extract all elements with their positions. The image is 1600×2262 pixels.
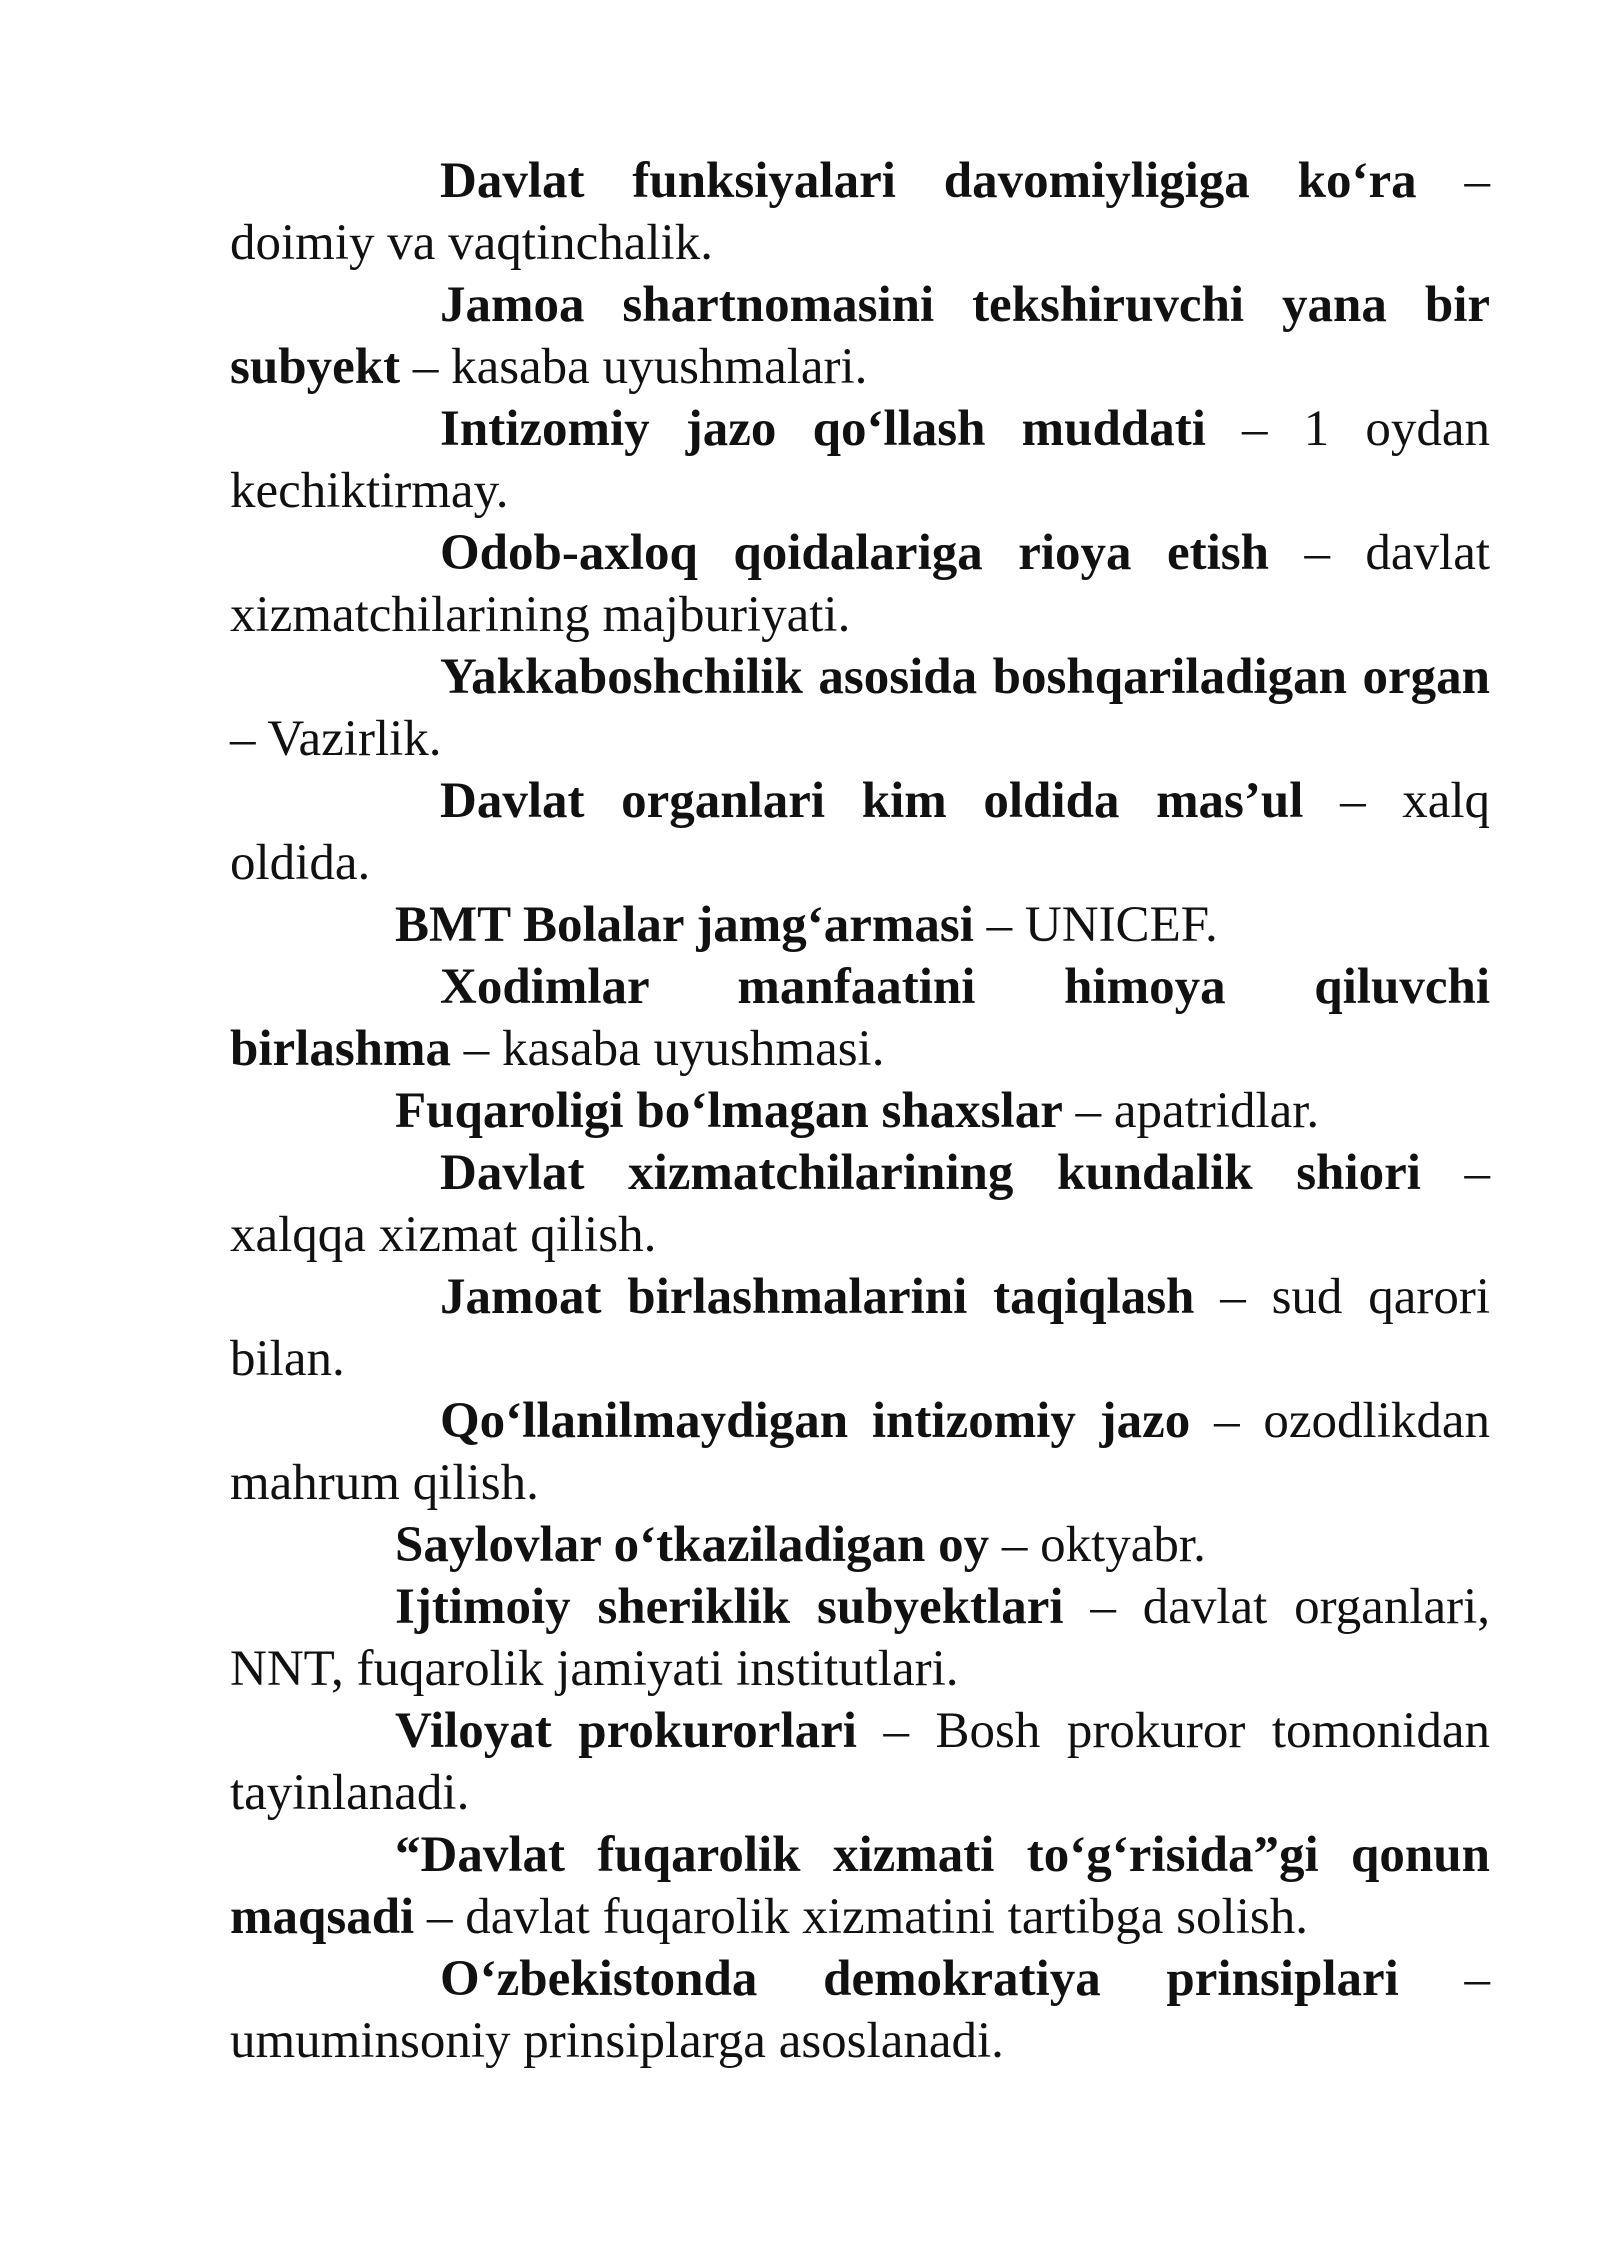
entry-term: Davlat organlari kim oldida mas’ul bbox=[440, 773, 1304, 829]
entry-separator: – bbox=[412, 339, 439, 395]
entry-12 bbox=[230, 1514, 1490, 1576]
entry-term: O‘zbekistonda demokratiya prinsiplari bbox=[440, 1951, 1399, 2007]
entry-term: Saylovlar o‘tkaziladigan oy bbox=[395, 1517, 990, 1573]
entry-separator: – bbox=[1464, 1951, 1491, 2007]
entry-definition: davlat xizmatchilarining majburiyati. bbox=[230, 525, 1491, 643]
entry-3 bbox=[230, 522, 1490, 646]
entry-16 bbox=[230, 1948, 1490, 2072]
entry-definition: umuminsoniy prinsiplarga asoslanadi. bbox=[230, 2013, 1004, 2069]
entry-8 bbox=[230, 1080, 1490, 1142]
entry-separator: – bbox=[1304, 525, 1330, 581]
entry-definition: 1 oydan kechiktirmay. bbox=[230, 401, 1491, 519]
entry-separator: – bbox=[1464, 1145, 1490, 1201]
entry-definition: oktyabr. bbox=[1040, 1517, 1206, 1573]
entry-term: BMT Bolalar jamg‘armasi bbox=[395, 897, 974, 953]
entry-definition: xalqqa xizmat qilish. bbox=[230, 1207, 657, 1263]
entry-7 bbox=[230, 956, 1490, 1080]
entry-term: Odob-axloq qoidalariga rioya etish bbox=[440, 525, 1269, 581]
entry-separator: – bbox=[1464, 153, 1490, 209]
entry-definition: kasaba uyushmalari. bbox=[451, 339, 868, 395]
entry-definition: apatridlar. bbox=[1113, 1083, 1320, 1139]
entry-separator: – bbox=[230, 711, 256, 767]
entry-4 bbox=[230, 646, 1490, 770]
document-page bbox=[230, 150, 1490, 2072]
entry-definition: doimiy va vaqtinchalik. bbox=[230, 215, 713, 271]
entry-separator: – bbox=[1220, 1269, 1246, 1325]
entry-definition: Vazirlik. bbox=[267, 711, 442, 767]
entry-definition: davlat organlari, NNT, fuqarolik jamiyati institutlari. bbox=[230, 1579, 1491, 1697]
entry-13 bbox=[230, 1576, 1490, 1700]
entry-5 bbox=[230, 770, 1490, 894]
entry-term: Ijtimoiy sheriklik subyektlari bbox=[395, 1579, 1064, 1635]
entry-15 bbox=[230, 1824, 1490, 1948]
entry-term: Davlat xizmatchilarining kundalik shiori bbox=[440, 1145, 1421, 1201]
entry-separator: – bbox=[463, 1021, 490, 1077]
entry-definition: sud qarori bilan. bbox=[230, 1269, 1491, 1387]
entry-definition: davlat fuqarolik xizmatini tartibga solish. bbox=[465, 1889, 1308, 1945]
entry-definition: ozodlikdan mahrum qilish. bbox=[230, 1393, 1491, 1511]
entry-term: “Davlat fuqarolik xizmati to‘g‘risida”gi qonun maqsadi bbox=[230, 1827, 1490, 1945]
entry-separator: – bbox=[1340, 773, 1366, 829]
entry-term: Davlat funksiyalari davomiyligiga ko‘ra bbox=[440, 153, 1417, 209]
entry-definition: UNICEF. bbox=[1024, 897, 1218, 953]
entry-0 bbox=[230, 150, 1490, 274]
entry-10 bbox=[230, 1266, 1490, 1390]
entry-term: Intizomiy jazo qo‘llash muddati bbox=[440, 401, 1206, 457]
entry-separator: – bbox=[883, 1703, 909, 1759]
entry-term: Jamoa shartnomasini tekshiruvchi yana bir subyekt bbox=[230, 277, 1490, 395]
entry-definition: xalq oldida. bbox=[230, 773, 1491, 891]
entry-11 bbox=[230, 1390, 1490, 1514]
entry-term: Jamoat birlashmalarini taqiqlash bbox=[440, 1269, 1195, 1325]
entry-6 bbox=[230, 894, 1490, 956]
entry-9 bbox=[230, 1142, 1490, 1266]
entry-term: Qo‘llanilmaydigan intizomiy jazo bbox=[440, 1393, 1191, 1449]
entry-separator: – bbox=[1090, 1579, 1116, 1635]
entry-separator: – bbox=[1001, 1517, 1028, 1573]
entry-separator: – bbox=[1242, 401, 1268, 457]
entry-separator: – bbox=[1214, 1393, 1240, 1449]
entry-separator: – bbox=[1075, 1083, 1102, 1139]
entry-term: Viloyat prokurorlari bbox=[395, 1703, 857, 1759]
entry-term: Yakkaboshchilik asosida boshqariladigan organ bbox=[440, 649, 1490, 705]
entry-separator: – bbox=[426, 1889, 453, 1945]
entry-definition: Bosh prokuror tomonidan tayinlanadi. bbox=[230, 1703, 1490, 1821]
entry-separator: – bbox=[986, 897, 1013, 953]
entry-14 bbox=[230, 1700, 1490, 1824]
entry-1 bbox=[230, 274, 1490, 398]
entry-term: Xodimlar manfaatini himoya qiluvchi birlashma bbox=[230, 959, 1490, 1077]
entry-2 bbox=[230, 398, 1490, 522]
entry-definition: kasaba uyushmasi. bbox=[502, 1021, 885, 1077]
entry-term: Fuqaroligi bo‘lmagan shaxslar bbox=[395, 1083, 1063, 1139]
